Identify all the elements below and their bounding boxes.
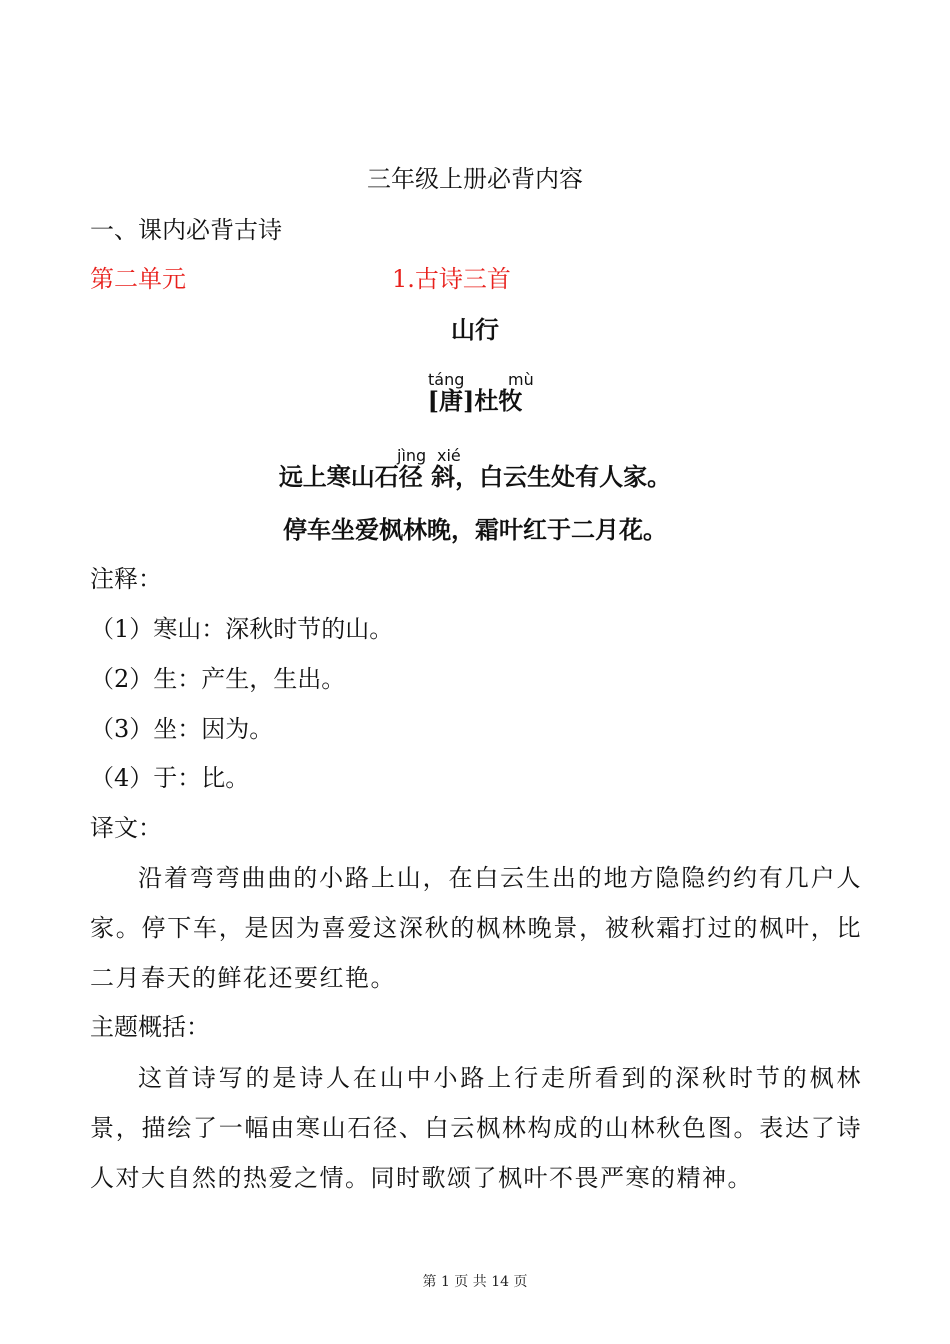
translation-paragraph: 沿着弯弯曲曲的小路上山，在白云生出的地方隐隐约约有几户人家。停下车，是因为喜爱这深秋的枫林晚景，被秋霜打过的枫叶，比二月春天的鲜花还要红艳。 <box>90 864 862 992</box>
unit-label: 第二单元 <box>90 265 186 293</box>
note-item: （4）于：比。 <box>90 764 250 792</box>
poem-author: [唐]杜牧 <box>427 386 523 415</box>
section-heading: 一、课内必背古诗 <box>90 216 282 244</box>
poem-title: 山行 <box>451 315 499 344</box>
pinyin-xie: xié <box>437 446 461 465</box>
theme-label: 主题概括： <box>90 1013 210 1041</box>
pinyin-tang: táng <box>428 370 465 389</box>
poem-line: 远上寒山石径 斜，白云生处有人家。 <box>278 462 672 491</box>
page-footer: 第 1 页 共 14 页 <box>422 1274 528 1290</box>
note-item: （2）生：产生，生出。 <box>90 665 346 693</box>
pinyin-mu: mù <box>508 370 534 389</box>
document-title: 三年级上册必背内容 <box>367 165 583 193</box>
theme-paragraph: 这首诗写的是诗人在山中小路上行走所看到的深秋时节的枫林景，描绘了一幅由寒山石径、白云枫林构成的山林秋色图。表达了诗人对大自然的热爱之情。同时歌颂了枫叶不畏严寒的精神。 <box>90 1064 862 1192</box>
note-item: （1）寒山：深秋时节的山。 <box>90 615 394 643</box>
translation-label: 译文： <box>90 814 162 842</box>
notes-label: 注释： <box>90 565 162 593</box>
pinyin-jing: jìng <box>397 446 427 465</box>
note-item: （3）坐：因为。 <box>90 715 274 743</box>
poem-line: 停车坐爱枫林晚，霜叶红于二月花。 <box>283 515 667 544</box>
lesson-label: 1.古诗三首 <box>392 265 511 293</box>
